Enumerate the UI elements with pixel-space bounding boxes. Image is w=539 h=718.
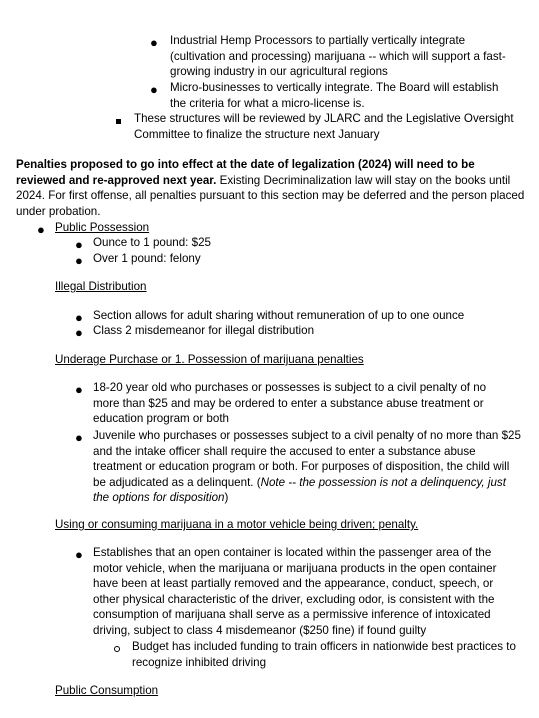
penalties-body-text: Existing Decriminalization law will stay on the books until 2024. For first offense, all penalties pursuant to this section may be deferred and the person placed under probation. — [16, 173, 525, 218]
list-item-text: Establishes that an open container is located within the passenger area of the motor vehicle, when the marijuana or marijuana products in the open container have been at least partially removed and the appearance, conduct, speech, or other physical characteristic of the driver, excluding odor, is consistent with the consumption of marijuana shall serve as a permissive inference of intoxicated driving, subject to class 4 misdemeanor ($250 fine) if found guilty — [93, 546, 497, 637]
square-bullet-icon — [116, 119, 121, 124]
bullet-icon: ● — [75, 547, 83, 562]
penalties-bold-text: Penalties proposed to go into effect at the date of legalization (2024) will need to be reviewed and re-approved next year. — [16, 158, 475, 187]
bullet-icon: ● — [75, 237, 83, 252]
penalties-paragraph — [16, 157, 526, 219]
section-heading-illegal-distribution: Illegal Distribution — [55, 280, 147, 293]
bullet-icon: ● — [75, 310, 83, 325]
list-item-text: Budget has included funding to train officers in nationwide best practices to recognize inhibited driving — [132, 640, 516, 669]
bullet-icon: ● — [37, 222, 45, 237]
bullet-icon: ● — [150, 82, 158, 97]
list-item-text: Ounce to 1 pound: $25 — [93, 236, 211, 249]
list-item-text: Section allows for adult sharing without remuneration of up to one ounce — [93, 309, 465, 322]
juvenile-close: ) — [224, 491, 229, 505]
bullet-icon: ● — [75, 430, 83, 445]
list-item-text: 18-20 year old who purchases or possesses is subject to a civil penalty of no more than $25 and may be ordered to enter a substance abuse treatment or education program or both — [93, 381, 487, 426]
juvenile-text: Juvenile who purchases or possesses subject to a civil penalty of no more than $25 and the intake officer shall require the accused to enter a substance abuse treatment or education program or both. For purposes of disposition, the child will be adjudicated as a delinquent. ( — [93, 429, 521, 489]
section-heading-underage: Underage Purchase or 1. Possession of marijuana penalties — [55, 353, 364, 366]
section-heading-motor-vehicle: Using or consuming marijuana in a motor vehicle being driven; penalty. — [55, 518, 419, 531]
list-item-text: Micro-businesses to vertically integrate. The Board will establish the criteria for what a micro-license is. — [170, 81, 499, 110]
juvenile-note: Note -- the possession is not a delinquency, just the options for disposition — [93, 475, 506, 505]
bullet-icon: ● — [75, 325, 83, 340]
bullet-icon: ● — [75, 253, 83, 268]
section-heading-public-possession: Public Possession — [55, 221, 150, 234]
list-item-text — [93, 428, 523, 506]
list-item-text: Industrial Hemp Processors to partially vertically integrate (cultivation and processing) marijuana -- which will support a fast-growing industry in our agricultural regions — [170, 34, 506, 79]
list-item-text: These structures will be reviewed by JLARC and the Legislative Oversight Committee to finalize the structure next January — [134, 112, 514, 141]
bullet-icon: ● — [75, 382, 83, 397]
list-item-text: Class 2 misdemeanor for illegal distribution — [93, 324, 315, 337]
hollow-bullet-icon — [114, 646, 120, 652]
section-heading-public-consumption: Public Consumption — [55, 684, 159, 697]
bullet-icon: ● — [150, 35, 158, 50]
list-item-text: Over 1 pound: felony — [93, 252, 201, 265]
